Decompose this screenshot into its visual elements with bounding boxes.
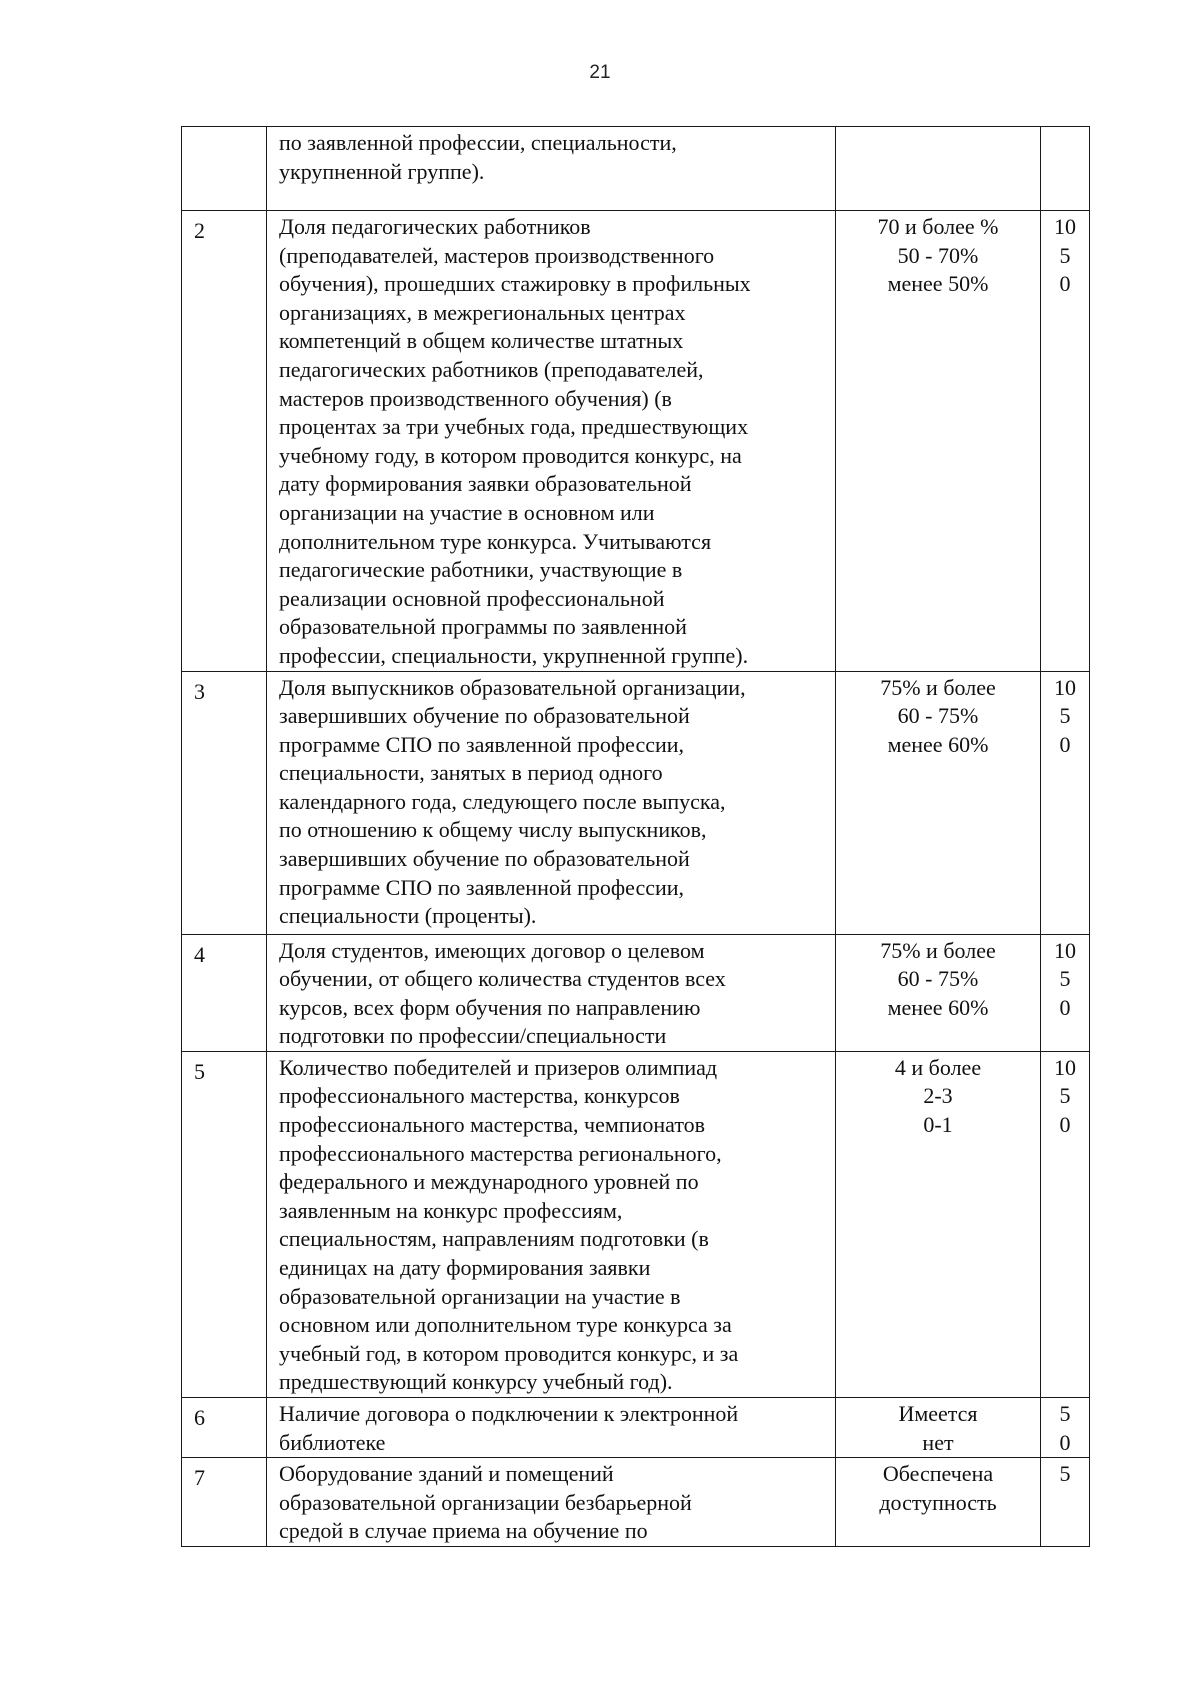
criterion-text-line: образовательной организации на участие в xyxy=(279,1283,681,1309)
criterion-score-cell xyxy=(1041,1458,1090,1547)
criterion-text-line: Наличие договора о подключении к электронной xyxy=(279,1401,739,1426)
criterion-text-line: мастеров производственного обучения) (в xyxy=(279,385,672,411)
criterion-value: 75% и более xyxy=(880,674,996,700)
criterion-score: 10 xyxy=(1054,937,1076,963)
row-number: 5 xyxy=(182,1051,267,1397)
criterion-text-line: профессионального мастерства, чемпионатов xyxy=(279,1112,706,1138)
criterion-text-line: заявленным на конкурс профессиям, xyxy=(279,1197,623,1223)
criterion-value: 2-3 xyxy=(923,1083,953,1109)
criterion-value: менее 60% xyxy=(887,731,989,757)
criterion-text-line: процентах за три учебных года, предшествующих xyxy=(279,414,749,440)
criterion-text-line: Доля выпускников образовательной организации, xyxy=(279,674,746,700)
criterion-text-line: образовательной организации безбарьерной xyxy=(279,1489,692,1515)
criterion-text-line: программе СПО по заявленной профессии, xyxy=(279,731,685,757)
criterion-text-line: специальности, занятых в период одного xyxy=(279,760,663,786)
table-row xyxy=(182,1398,1090,1458)
criterion-score: 5 xyxy=(1059,1083,1071,1109)
criterion-text-line: Доля студентов, имеющих договор о целевом xyxy=(279,937,705,963)
criterion-value-cell xyxy=(836,671,1041,934)
criterion-text-line: педагогических работников (преподавателей, xyxy=(279,356,704,382)
criterion-text-line: обучения), прошедших стажировку в профильных xyxy=(279,271,751,297)
table-row xyxy=(182,1458,1090,1547)
criterion-score: 5 xyxy=(1059,703,1071,729)
criterion-value: 60 - 75% xyxy=(897,703,979,729)
criterion-text-line: образовательной программы по заявленной xyxy=(279,614,687,640)
criterion-text-line: Количество победителей и призеров олимпиад xyxy=(279,1054,718,1080)
criterion-score-cell xyxy=(1041,1398,1090,1458)
row-number: 6 xyxy=(182,1398,267,1458)
criterion-value: доступность xyxy=(879,1489,997,1515)
criterion-score: 0 xyxy=(1059,271,1071,297)
page-number: 21 xyxy=(589,62,611,83)
criterion-text-cell xyxy=(267,934,836,1051)
criterion-text-line: подготовки по профессии/специальности xyxy=(279,1023,667,1049)
criterion-text-line: компетенций в общем количестве штатных xyxy=(279,328,684,354)
criterion-text-line: календарного года, следующего после выпуска, xyxy=(279,788,726,814)
criterion-text-line: профессионального мастерства, конкурсов xyxy=(279,1083,680,1109)
criterion-text-cell xyxy=(267,1398,836,1458)
table-row xyxy=(182,211,1090,672)
criterion-text-line: Оборудование зданий и помещений xyxy=(279,1461,614,1487)
criterion-text-line: завершивших обучение по образовательной xyxy=(279,703,690,729)
criterion-value: 60 - 75% xyxy=(897,966,979,992)
criterion-text-line: федерального и международного уровней по xyxy=(279,1169,699,1195)
criterion-score: 0 xyxy=(1059,731,1071,757)
criterion-text-line: организациях, в межрегиональных центрах xyxy=(279,299,686,325)
criterion-value-cell xyxy=(836,127,1041,211)
criterion-value-cell xyxy=(836,1398,1041,1458)
criterion-text-line: учебному году, в котором проводится конкурс, на xyxy=(279,442,742,468)
criterion-text-cell xyxy=(267,671,836,934)
criterion-text-line: основном или дополнительном туре конкурса за xyxy=(279,1312,732,1338)
criterion-value: 4 и более xyxy=(894,1054,982,1080)
criterion-text-line: предшествующий конкурсу учебный год). xyxy=(279,1369,673,1395)
criterion-text-line: библиотеке xyxy=(279,1429,386,1455)
criterion-text-line: дату формирования заявки образовательной xyxy=(279,471,692,497)
criterion-text-line: курсов, всех форм обучения по направлению xyxy=(279,994,701,1020)
criterion-score: 0 xyxy=(1059,1112,1071,1138)
criterion-text-line: по отношению к общему числу выпускников, xyxy=(279,817,707,843)
criterion-value: менее 60% xyxy=(887,994,989,1020)
criterion-text-line: профессионального мастерства регионального, xyxy=(279,1140,722,1166)
criterion-text-line: программе СПО по заявленной профессии, xyxy=(279,874,685,900)
criterion-score: 0 xyxy=(1059,994,1071,1020)
criterion-text-line: специальностям, направлениям подготовки (в xyxy=(279,1226,709,1252)
criterion-value: нет xyxy=(922,1429,954,1455)
criterion-text-line: (преподавателей, мастеров производственного xyxy=(279,242,715,268)
row-number: 2 xyxy=(182,211,267,672)
criterion-score: 5 xyxy=(1059,1461,1071,1487)
criterion-score: 10 xyxy=(1054,674,1076,700)
row-number: 3 xyxy=(182,671,267,934)
criterion-score: 10 xyxy=(1054,1054,1076,1080)
criterion-text-line: обучении, от общего количества студентов всех xyxy=(279,966,726,992)
criterion-score: 0 xyxy=(1059,1429,1071,1455)
criterion-value: 0-1 xyxy=(923,1112,953,1138)
criterion-text-cell xyxy=(267,1458,836,1547)
criterion-text-line: средой в случае приема на обучение по xyxy=(279,1518,648,1544)
criterion-score: 5 xyxy=(1059,1401,1071,1426)
criterion-score: 5 xyxy=(1059,242,1071,268)
criterion-value-cell xyxy=(836,211,1041,672)
criterion-value: 75% и более xyxy=(880,937,996,963)
criterion-score: 5 xyxy=(1059,966,1071,992)
criterion-text-line: дополнительном туре конкурса. Учитываются xyxy=(279,528,712,554)
row-number: 7 xyxy=(182,1458,267,1547)
criterion-text-line: завершивших обучение по образовательной xyxy=(279,846,690,872)
criterion-value-cell xyxy=(836,1051,1041,1397)
criterion-text-cell xyxy=(267,1051,836,1397)
criterion-score-cell xyxy=(1041,127,1090,211)
criterion-value: 50 - 70% xyxy=(897,242,979,268)
criteria-table xyxy=(181,126,1090,1547)
criterion-value: Обеспечена xyxy=(882,1461,994,1487)
row-number xyxy=(182,127,267,211)
criterion-text-line: специальности (проценты). xyxy=(279,903,537,929)
criterion-text-line: учебный год, в котором проводится конкурс, и за xyxy=(279,1340,739,1366)
criterion-score-cell xyxy=(1041,671,1090,934)
criterion-value-cell xyxy=(836,1458,1041,1547)
table-row xyxy=(182,127,1090,211)
criterion-text-line: по заявленной профессии, специальности, xyxy=(279,130,677,155)
table-row xyxy=(182,934,1090,1051)
criterion-text-line: педагогические работники, участвующие в xyxy=(279,557,683,583)
criterion-score: 10 xyxy=(1054,214,1076,239)
table-row xyxy=(182,1051,1090,1397)
criterion-value: Имеется xyxy=(898,1401,978,1426)
criterion-score-cell xyxy=(1041,211,1090,672)
criterion-score-cell xyxy=(1041,1051,1090,1397)
criterion-text-line: реализации основной профессиональной xyxy=(279,585,665,611)
criterion-text-line: организации на участие в основном или xyxy=(279,499,655,525)
criterion-score-cell xyxy=(1041,934,1090,1051)
criterion-value: 70 и более % xyxy=(877,214,999,239)
criterion-text-line: единицах на дату формирования заявки xyxy=(279,1255,651,1281)
criterion-text-cell xyxy=(267,211,836,672)
criterion-text-line: Доля педагогических работников xyxy=(279,214,591,239)
criterion-text-line: укрупненной группе). xyxy=(279,158,485,184)
table-row xyxy=(182,671,1090,934)
criterion-value: менее 50% xyxy=(887,271,989,297)
criterion-text-cell xyxy=(267,127,836,211)
criterion-value-cell xyxy=(836,934,1041,1051)
criterion-text-line: профессии, специальности, укрупненной группе). xyxy=(279,642,749,668)
row-number: 4 xyxy=(182,934,267,1051)
